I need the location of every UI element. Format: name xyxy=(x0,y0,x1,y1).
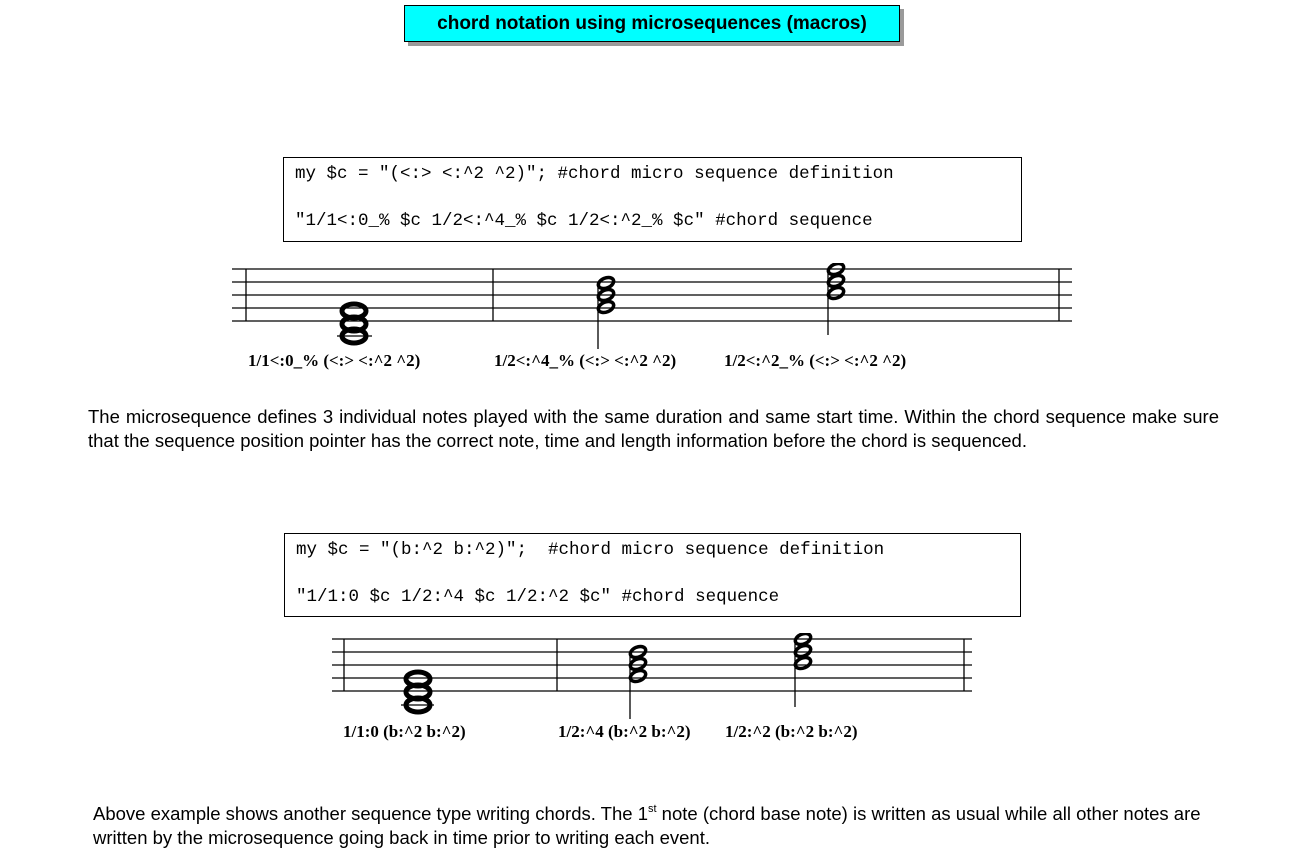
chord-label-2: 1/2<:^4_% (<:> <:^2 ^2) xyxy=(494,351,677,370)
chord-label-3: 1/2<:^2_% (<:> <:^2 ^2) xyxy=(724,351,907,370)
code-box-1 xyxy=(283,157,1022,242)
music-staff-1 xyxy=(232,263,1074,353)
code-line-definition: my $c = "(b:^2 b:^2)"; #chord micro sequence definition xyxy=(296,540,885,560)
chord-label-3: 1/2:^2 (b:^2 b:^2) xyxy=(725,722,858,741)
chord-label-1: 1/1<:0_% (<:> <:^2 ^2) xyxy=(248,351,421,370)
code-line-sequence: "1/1<:0_% $c 1/2<:^4_% $c 1/2<:^2_% $c" #chord sequence xyxy=(295,211,873,231)
chord-2 xyxy=(629,644,648,719)
chord-label-1: 1/1:0 (b:^2 b:^2) xyxy=(343,722,466,741)
paragraph-2 xyxy=(93,802,1218,850)
code-line-definition: my $c = "(<:> <:^2 ^2)"; #chord micro sequence definition xyxy=(295,164,894,184)
paragraph-2-text-start: Above example shows another sequence type writing chords. The 1 xyxy=(93,803,648,824)
chord-3 xyxy=(794,633,813,707)
title-banner xyxy=(404,5,900,42)
chord-label-2: 1/2:^4 (b:^2 b:^2) xyxy=(558,722,691,741)
code-box-2 xyxy=(284,533,1021,617)
chord-1 xyxy=(337,304,372,343)
music-staff-2 xyxy=(332,633,974,723)
ordinal-suffix: st xyxy=(647,803,657,815)
paragraph-1: The microsequence defines 3 individual notes played with the same duration and same start time. Within the chord sequence make sure that the sequence position pointer has the correct note, time and length information before the chord is sequenced. xyxy=(88,406,1219,451)
page-title: chord notation using microsequences (macros) xyxy=(404,5,900,42)
chord-3 xyxy=(827,263,846,335)
paragraph-2-text-end: note (chord base note) is written as usual while all other notes are written by the microsequence going back in time prior to writing each event. xyxy=(93,803,1201,848)
code-line-sequence: "1/1:0 $c 1/2:^4 $c 1/2:^2 $c" #chord sequence xyxy=(296,587,780,607)
chord-2 xyxy=(597,275,616,349)
